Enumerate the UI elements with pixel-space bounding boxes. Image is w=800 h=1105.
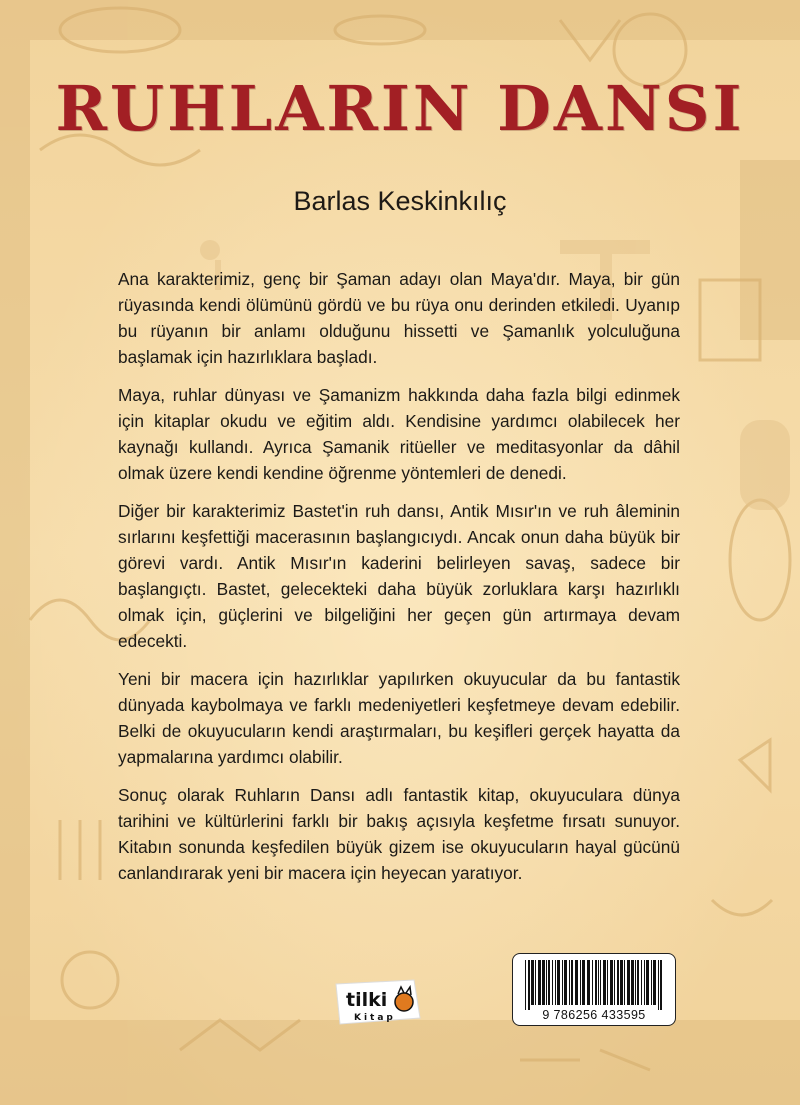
barcode-bar bbox=[575, 960, 578, 1005]
barcode-bar bbox=[620, 960, 623, 1005]
barcode-bar bbox=[562, 960, 563, 1005]
isbn-number: 9 786256 433595 bbox=[542, 1008, 646, 1022]
barcode-bar bbox=[528, 960, 530, 1010]
barcode-bar bbox=[635, 960, 636, 1005]
barcode-bar bbox=[658, 960, 659, 1010]
barcode-bar bbox=[564, 960, 567, 1005]
fox-emblem-icon bbox=[395, 993, 413, 1011]
barcode-bar bbox=[598, 960, 599, 1005]
barcode-bar bbox=[542, 960, 545, 1005]
barcode-bar bbox=[555, 960, 556, 1005]
barcode-bar bbox=[531, 960, 534, 1005]
barcode-bar bbox=[569, 960, 570, 1005]
barcode-bar bbox=[610, 960, 613, 1005]
barcode-bar bbox=[627, 960, 630, 1005]
barcode-bar bbox=[525, 960, 526, 1010]
barcode-bar bbox=[548, 960, 550, 1005]
barcode-bar bbox=[631, 960, 634, 1005]
barcode-bar bbox=[552, 960, 553, 1005]
author-name: Barlas Keskinkılıç bbox=[293, 186, 507, 216]
barcode-bar bbox=[603, 960, 606, 1005]
blurb-paragraph: Sonuç olarak Ruhların Dansı adlı fantastik kitap, okuyuculara dünya tarihini ve kültürlerini farklı bir bakış açısıyla keşfetme fırsatı sunuyor. Kitabın sonunda keşfedilen büyük gizem ise okuyucuların hayal gücünü canlandırarak yeni bir macera için heyecan yaratıyor. bbox=[118, 785, 680, 883]
barcode-bar bbox=[595, 960, 597, 1005]
blurb-paragraph: Diğer bir karakterimiz Bastet'in ruh dansı, Antik Mısır'ın ve ruh âleminin sırlarını keşfettiği macerasının başlangıcıydı. Ancak onun daha büyük bir görevi vardı. Antik Mısır'ın kaderini belirleyen savaş, sadece bir başlangıçtı. Bastet, gelecekteki daha büyük zorluklara karşı hazırlıklı olmak için, güçlerini ve bilgeliğini her geçen gün artırmaya devam edecekti. bbox=[118, 501, 680, 651]
barcode-bar bbox=[557, 960, 560, 1005]
barcode-bar bbox=[646, 960, 649, 1005]
barcode-bar bbox=[660, 960, 662, 1010]
barcode-bar bbox=[614, 960, 615, 1005]
barcode-bar bbox=[587, 960, 590, 1005]
barcode-bar bbox=[535, 960, 536, 1005]
barcode-bar bbox=[580, 960, 581, 1005]
barcode-bar bbox=[538, 960, 541, 1005]
barcode-bar bbox=[600, 960, 601, 1005]
barcode-bar bbox=[592, 960, 593, 1005]
book-title: RUHLARIN DANSI bbox=[55, 72, 745, 145]
barcode-bar bbox=[637, 960, 639, 1005]
isbn-barcode bbox=[512, 953, 676, 1026]
publisher-name: tilki bbox=[346, 989, 388, 1011]
barcode-bar bbox=[617, 960, 619, 1005]
barcode-bar bbox=[546, 960, 547, 1005]
blurb-paragraph: Maya, ruhlar dünyası ve Şamanizm hakkında daha fazla bilgi edinmek için kitaplar okudu ve eğitim aldı. Kendisine yardımcı olabilecek her kaynağı kullandı. Ayrıca Şamanik ritüeller ve meditasyonlar da dâhil olmak üzere kendi kendine öğrenme yöntemleri de denedi. bbox=[118, 385, 680, 483]
blurb bbox=[118, 266, 680, 898]
barcode-bar bbox=[582, 960, 585, 1005]
barcode-bar bbox=[641, 960, 642, 1005]
barcode-bar bbox=[651, 960, 652, 1005]
blurb-paragraph: Yeni bir macera için hazırlıklar yapılırken okuyucular da bu fantastik dünyada kaybolmaya ve farklı medeniyetleri keşfetmeye devam edebilir. Belki de okuyucuların kendi araştırmaları, bu keşifleri gerçek hayatta da yapmalarına yardımcı olabilir. bbox=[118, 669, 680, 767]
barcode-bar bbox=[644, 960, 645, 1005]
publisher-logo bbox=[332, 978, 424, 1026]
barcode-bar bbox=[653, 960, 656, 1005]
barcode-bar bbox=[607, 960, 608, 1005]
publisher-sub: Kitap bbox=[354, 1013, 396, 1023]
blurb-paragraph: Ana karakterimiz, genç bir Şaman adayı olan Maya'dır. Maya, bir gün rüyasında kendi ölümünü gördü ve bu rüya onu derinden etkiledi. Uyanıp bu rüyanın bir anlamı olduğunu hissetti ve Şamanlık yolculuğuna başlamak için hazırlıklara başladı. bbox=[118, 269, 680, 367]
barcode-bar bbox=[571, 960, 573, 1005]
barcode-bar bbox=[624, 960, 625, 1005]
